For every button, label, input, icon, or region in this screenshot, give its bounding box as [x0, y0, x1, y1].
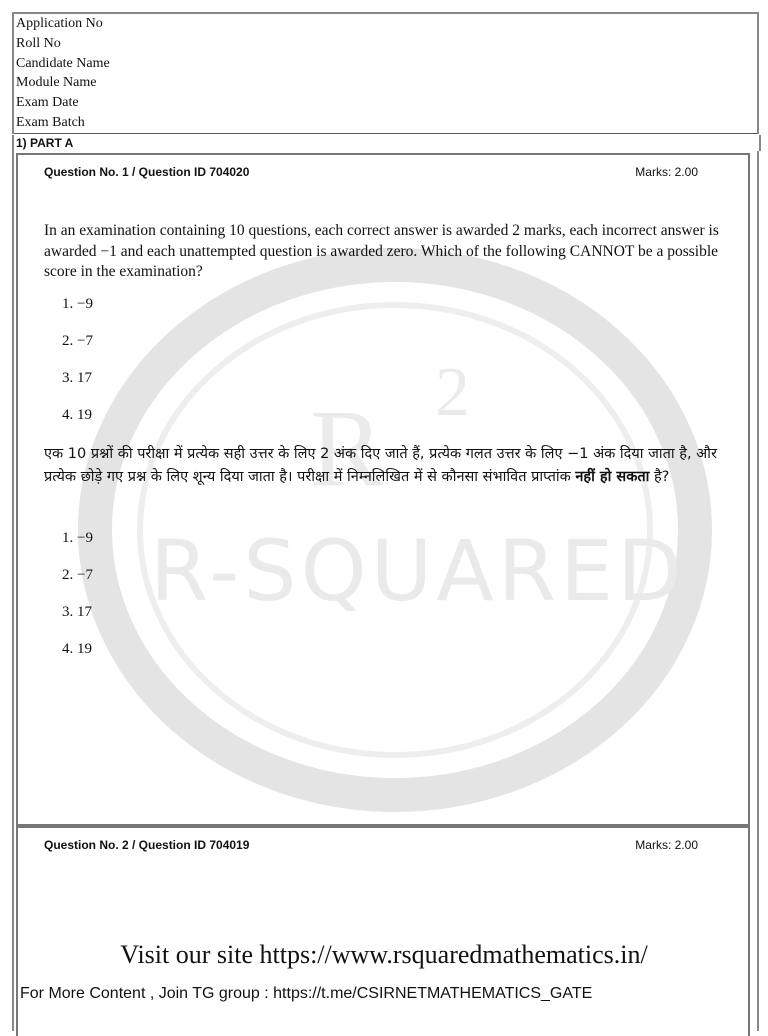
question-title: Question No. 2 / Question ID 704019	[44, 838, 250, 852]
candidate-name-label: Candidate Name	[16, 55, 110, 71]
question-title: Question No. 1 / Question ID 704020	[44, 165, 250, 179]
option-3-hindi[interactable]: 3. 17	[62, 604, 92, 620]
question-header	[44, 838, 698, 852]
site-link-banner[interactable]: Visit our site https://www.rsquaredmathematics.in/	[120, 940, 648, 969]
options-hindi	[62, 530, 93, 678]
telegram-link-banner[interactable]: For More Content , Join TG group : https://t.me/CSIRNETMATHEMATICS_GATE	[20, 985, 593, 1002]
exam-date-label: Exam Date	[16, 95, 79, 111]
candidate-info-header	[12, 12, 759, 134]
watermark-name: R-SQUARED	[150, 522, 686, 620]
exam-batch-label: Exam Batch	[14, 113, 757, 134]
part-heading: 1) PART A	[12, 135, 761, 151]
option-1-hindi[interactable]: 1. −9	[62, 530, 93, 546]
question-marks: Marks: 2.00	[635, 838, 698, 852]
question-text-english: In an examination containing 10 questions, each correct answer is awarded 2 marks, each incorrect answer is awarded −1 and each unattempted question is awarded zero. Which of the following CANNOT be a possible score in the examination?	[44, 222, 719, 280]
watermark-mark: R	[310, 387, 384, 509]
option-2-hindi[interactable]: 2. −7	[62, 567, 93, 583]
options-english	[62, 296, 93, 444]
option-3[interactable]: 3. 17	[62, 370, 92, 386]
question-text-hindi: एक 10 प्रश्नों की परीक्षा में प्रत्येक सही उत्तर के लिए 2 अंक दिए जाते हैं, प्रत्येक गलत उत्तर के लिए −1 अंक दिया जाता है, और प्रत्येक छोड़े गए प्रश्न के लिए शून्य दिया जाता है। परीक्षा में निम्नलिखित में से कौनसा संभावित प्राप्तांक नहीं हो सकता है?	[44, 446, 717, 485]
svg-text:2: 2	[435, 354, 470, 431]
module-name-label: Module Name	[16, 75, 97, 91]
hindi-emphasis: नहीं हो सकता	[575, 469, 650, 485]
question-card	[16, 153, 750, 826]
option-4-hindi[interactable]: 4. 19	[62, 641, 92, 657]
option-1[interactable]: 1. −9	[62, 296, 93, 312]
application-no-label: Application No	[16, 16, 103, 31]
question-marks: Marks: 2.00	[635, 165, 698, 179]
option-2[interactable]: 2. −7	[62, 333, 93, 349]
roll-no-label: Roll No	[16, 35, 61, 51]
question-header	[44, 165, 698, 179]
option-4[interactable]: 4. 19	[62, 407, 92, 423]
question-card	[16, 826, 750, 1036]
